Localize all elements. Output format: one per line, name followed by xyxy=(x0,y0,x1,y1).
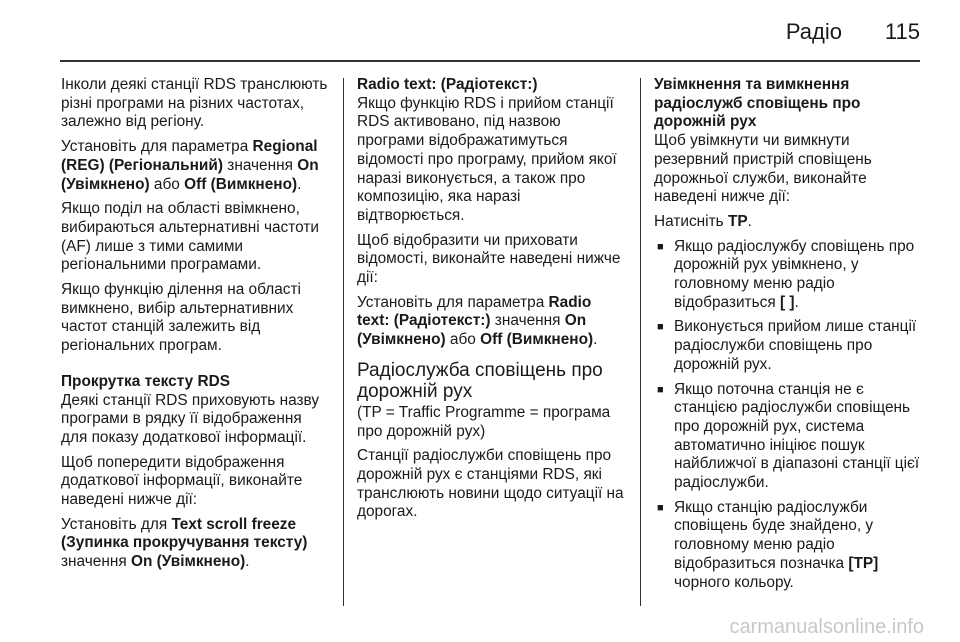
page-header xyxy=(0,0,960,62)
paragraph: Станції радіослужби сповіщень про дорожній рух є станціями RDS, які транслюють новини щодо ситуації на дорогах. xyxy=(357,447,624,521)
paragraph: Натисніть TP. xyxy=(654,212,752,230)
paragraph: Щоб відобразити чи приховати відомості, виконайте наведені нижче дії: xyxy=(357,231,621,287)
column-2 xyxy=(357,76,627,528)
column-1 xyxy=(61,76,329,578)
section-heading: Прокрутка тексту RDS xyxy=(61,372,230,390)
paragraph: Деякі станції RDS приховують назву програми в рядку її відображення для показу додаткової інформації. xyxy=(61,391,320,446)
paragraph: Установіть для параметра Radio text: (Радіотекст:) значення On (Увімкнено) або Off (Вимкнено). xyxy=(357,293,598,349)
page-number: 115 xyxy=(884,19,920,44)
list-item: ■ Якщо станцію радіослужби сповіщень буде знайдено, у головному меню радіо відобразиться позначка [TP] чорного кольору. xyxy=(654,499,926,593)
paragraph: Якщо функцію ділення на області вимкнено, вибір альтернативних частот станцій залежить від регіональних програм. xyxy=(61,281,301,355)
section-heading: Увімкнення та вимкнення радіослужб сповіщень про дорожній рух xyxy=(654,76,861,131)
column-3 xyxy=(654,76,926,598)
paragraph: Щоб попередити відображення додаткової інформації, виконайте наведені нижче дії: xyxy=(61,453,303,509)
paragraph: (TP = Traffic Programme = програма про дорожній рух) xyxy=(357,403,611,440)
watermark: carmanualsonline.info xyxy=(729,616,924,638)
paragraph: Установіть для параметра Regional (REG) (Регіональний) значення On (Увімкнено) або Off (Вимкнено). xyxy=(61,138,319,193)
list-item: ■ Якщо радіослужбу сповіщень про дорожній рух увімкнено, у головному меню радіо відобразиться [ ]. xyxy=(654,238,926,313)
bullet-list xyxy=(654,238,926,593)
chapter-heading: Радіослужба сповіщень про дорожній рух xyxy=(357,359,603,402)
column-divider-2 xyxy=(640,78,641,606)
list-item: ■ Виконується прийом лише станції радіослужби сповіщень про дорожній рух. xyxy=(654,318,926,374)
paragraph: Якщо поділ на області ввімкнено, вибираються альтернативні частоти (AF) лише з тими самими регіональними програмами. xyxy=(61,200,319,274)
paragraph: Установіть для Text scroll freeze (Зупинка прокручування тексту) значення On (Увімкнено). xyxy=(61,515,308,571)
paragraph: Щоб увімкнути чи вимкнути резервний пристрій сповіщень дорожньої служби, виконайте наведені нижче дії: xyxy=(654,132,872,206)
header-divider xyxy=(60,60,920,62)
page-title: Радіо xyxy=(785,19,842,44)
paragraph: Інколи деякі станції RDS транслюють різні програми на різних частотах, залежно від регіону. xyxy=(61,76,328,131)
paragraph: Якщо функцію RDS і прийом станції RDS активовано, під назвою програми відображатимуться відомості про програму, прийом якої наразі виконується, а також про композицію, яка наразі відтворюється. xyxy=(357,94,617,224)
column-divider-1 xyxy=(343,78,344,606)
list-item: ■ Якщо поточна станція не є станцією радіослужби сповіщень про дорожній рух, система автоматично ініціює пошук найближчої в діапазоні станції цієї радіослужби. xyxy=(654,381,926,493)
section-heading: Radio text: (Радіотекст:) xyxy=(357,76,538,93)
